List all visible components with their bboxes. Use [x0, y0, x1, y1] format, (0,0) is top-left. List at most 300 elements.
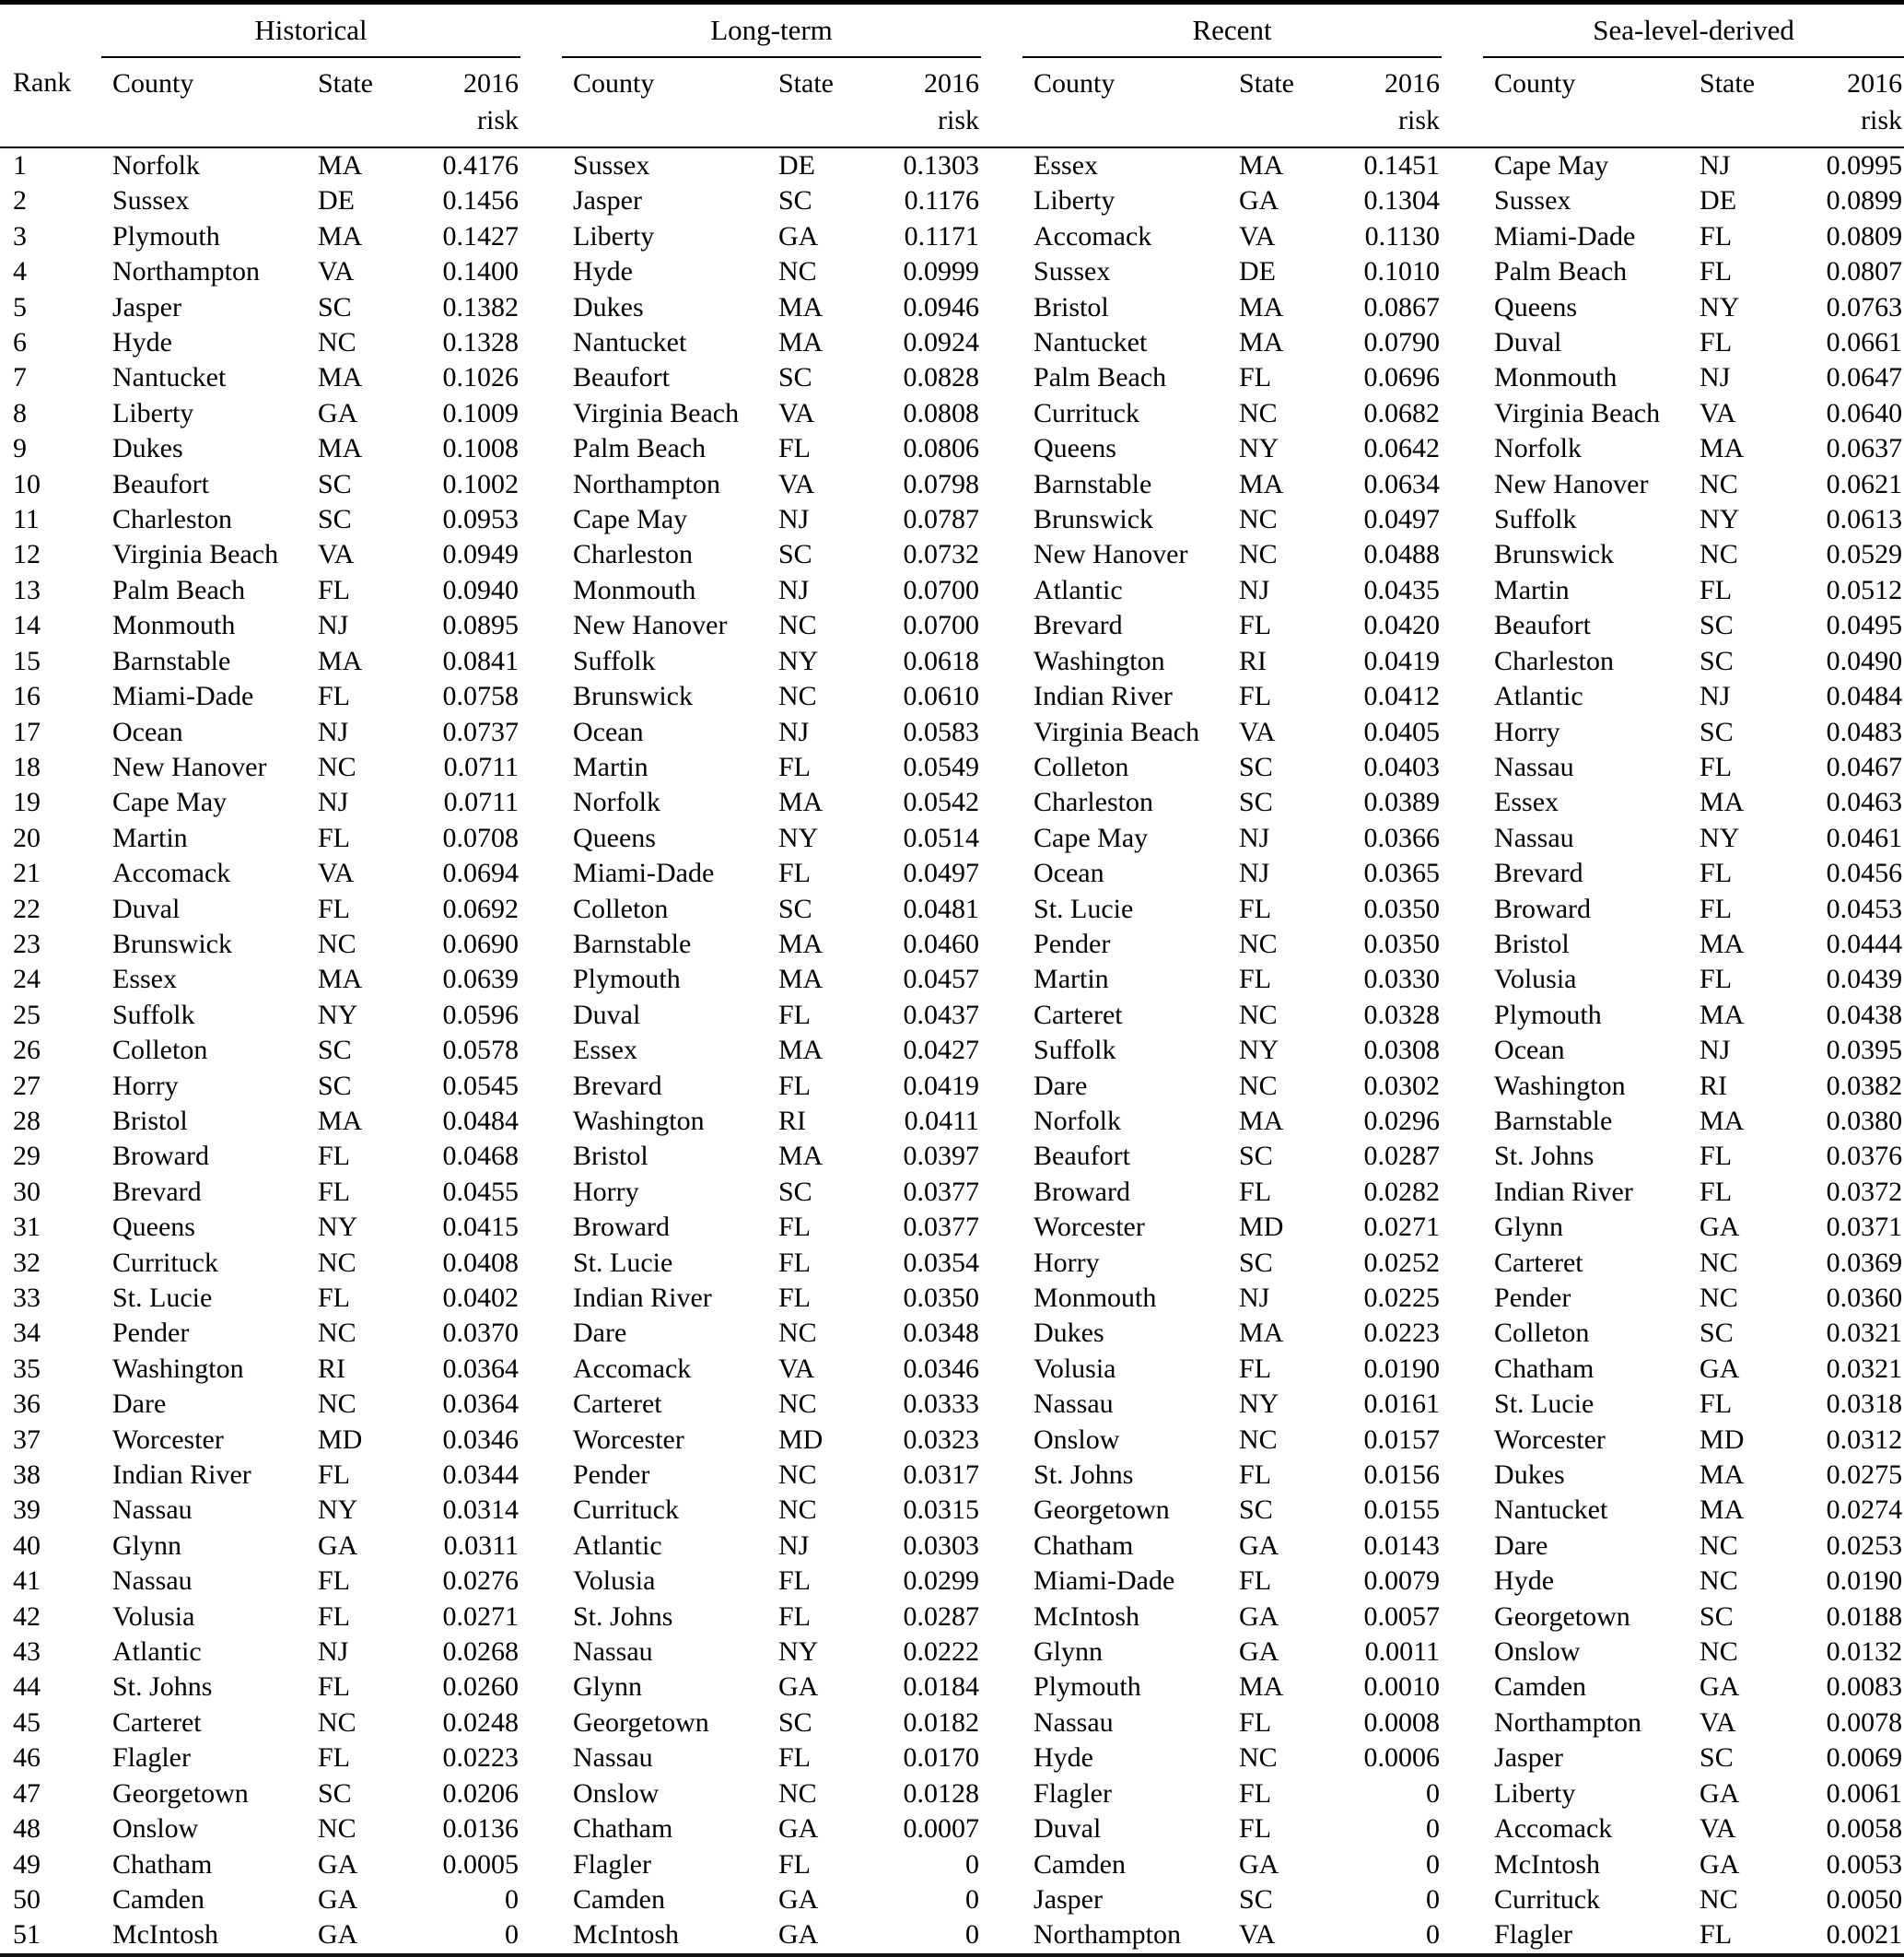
- column-spacer: [981, 1423, 1022, 1458]
- risk-cell: 0.0484: [1826, 681, 1903, 712]
- column-spacer: [981, 1882, 1022, 1917]
- column-spacer: [1442, 325, 1483, 360]
- risk-cell: 0.0308: [1363, 1035, 1441, 1066]
- state-cell: FL: [318, 1565, 351, 1597]
- state-cell: SC: [778, 362, 812, 393]
- state-cell: DE: [778, 150, 815, 181]
- county-cell: Indian River: [1034, 681, 1173, 712]
- county-cell: Flagler: [573, 1848, 651, 1880]
- column-spacer: [520, 431, 562, 466]
- state-cell: SC: [318, 1035, 352, 1066]
- state-cell: FL: [1700, 574, 1733, 605]
- column-spacer: [1442, 1423, 1483, 1458]
- state-cell: NC: [1239, 1742, 1278, 1774]
- state-cell: FL: [1700, 327, 1733, 358]
- county-cell: Essex: [1494, 787, 1559, 818]
- column-spacer: [981, 1458, 1022, 1493]
- state-cell: NC: [318, 1389, 356, 1420]
- rank-cell: 51: [0, 1917, 101, 1954]
- risk-cell: 0.0061: [1826, 1777, 1903, 1809]
- county-cell: Chatham: [112, 1848, 213, 1880]
- rank-cell: 3: [13, 220, 27, 252]
- table-row: [0, 608, 1904, 643]
- risk-cell: 0.0128: [903, 1777, 980, 1809]
- column-spacer: [520, 644, 562, 679]
- table-row: [0, 750, 1904, 785]
- column-spacer: [1442, 998, 1483, 1033]
- state-cell: MA: [778, 928, 824, 959]
- group-header-recent: Recent: [1022, 3, 1442, 58]
- column-spacer: [520, 998, 562, 1033]
- risk-cell: 0.0437: [903, 999, 980, 1030]
- risk-cell: 0.0647: [1826, 362, 1903, 393]
- state-cell: NY: [1700, 822, 1740, 853]
- risk-cell: 0.0468: [442, 1141, 519, 1172]
- county-cell: Sussex: [573, 150, 650, 181]
- state-cell: NC: [1239, 1424, 1278, 1455]
- state-cell: GA: [1700, 1671, 1740, 1703]
- state-cell: NJ: [318, 1636, 349, 1668]
- table-row: [0, 1387, 1904, 1422]
- column-spacer: [1442, 1493, 1483, 1528]
- risk-cell: 0.0389: [1363, 787, 1441, 818]
- column-spacer: [981, 537, 1022, 572]
- county-cell: Monmouth: [1494, 362, 1618, 393]
- state-cell: NC: [1700, 1883, 1738, 1915]
- risk-cell: 0.0182: [903, 1706, 980, 1738]
- risk-cell: 0.0420: [1363, 610, 1441, 641]
- state-cell: FL: [1239, 1176, 1272, 1207]
- column-spacer: [1442, 856, 1483, 891]
- county-cell: Barnstable: [1494, 1105, 1613, 1136]
- column-spacer: [520, 1600, 562, 1635]
- risk-cell: 0.0661: [1826, 327, 1903, 358]
- rank-cell: 6: [13, 327, 27, 358]
- state-cell: FL: [1700, 1389, 1733, 1420]
- column-spacer: [1442, 1069, 1483, 1104]
- column-spacer: [1442, 1139, 1483, 1174]
- group-header-historical: Historical: [101, 3, 520, 58]
- state-cell: FL: [1239, 893, 1272, 924]
- county-cell: Beaufort: [1494, 610, 1591, 641]
- county-cell: Hyde: [573, 256, 633, 287]
- risk-cell: 0.0642: [1363, 433, 1441, 464]
- state-cell: VA: [318, 858, 355, 889]
- risk-cell: 0.0613: [1826, 504, 1903, 535]
- risk-cell: 0.0143: [1363, 1529, 1441, 1561]
- rank-cell: 42: [13, 1600, 41, 1632]
- risk-cell: 0.0405: [1363, 716, 1441, 747]
- state-cell: GA: [778, 1671, 819, 1703]
- risk-cell: 0.0268: [442, 1636, 519, 1668]
- county-cell: St. Lucie: [573, 1247, 673, 1278]
- state-cell: SC: [318, 1777, 352, 1809]
- rank-cell: 26: [13, 1035, 41, 1066]
- risk-cell: 0.0365: [1363, 858, 1441, 889]
- state-cell: FL: [778, 1742, 812, 1774]
- column-spacer: [1442, 962, 1483, 997]
- county-cell: Broward: [112, 1141, 209, 1172]
- table-row: [0, 998, 1904, 1033]
- county-cell: Washington: [1494, 1070, 1626, 1101]
- risk-cell: 0.0427: [903, 1035, 980, 1066]
- county-cell: Currituck: [1494, 1883, 1601, 1915]
- state-cell: FL: [318, 681, 351, 712]
- risk-cell: 0.0457: [903, 964, 980, 995]
- column-spacer: [981, 785, 1022, 820]
- state-cell: VA: [1239, 716, 1276, 747]
- column-spacer: [981, 467, 1022, 502]
- state-cell: VA: [1239, 1917, 1331, 1954]
- risk-cell: 0.0311: [443, 1529, 519, 1561]
- risk-cell: 0.0412: [1363, 681, 1441, 712]
- county-cell: Palm Beach: [573, 433, 707, 464]
- column-spacer: [981, 290, 1022, 325]
- risk-cell: 0.1009: [442, 397, 519, 428]
- risk-cell: 0.0330: [1363, 964, 1441, 995]
- state-cell: GA: [1239, 185, 1279, 217]
- column-spacer: [981, 254, 1022, 289]
- column-spacer: [520, 147, 562, 183]
- risk-cell: 0.0021: [1792, 1917, 1904, 1954]
- risk-cell: 0: [870, 1917, 981, 1954]
- state-cell: NC: [1700, 1565, 1738, 1597]
- risk-cell: 0.0350: [1363, 893, 1441, 924]
- risk-cell: 0.0079: [1363, 1565, 1441, 1597]
- risk-cell: 0: [1426, 1883, 1441, 1915]
- risk-column-header: [870, 57, 981, 147]
- county-cell: Georgetown: [1034, 1494, 1170, 1526]
- table-row: [0, 679, 1904, 714]
- state-cell: SC: [778, 1176, 812, 1207]
- rank-cell: 7: [13, 362, 27, 393]
- county-cell: Monmouth: [1034, 1283, 1157, 1313]
- county-cell: Monmouth: [112, 610, 236, 641]
- county-cell: Jasper: [1494, 1742, 1564, 1774]
- risk-cell: 0: [965, 1848, 980, 1880]
- risk-cell: 0.0328: [1363, 999, 1441, 1030]
- county-cell: Camden: [112, 1883, 204, 1915]
- county-cell: Bristol: [573, 1141, 648, 1172]
- risk-cell: 0.0369: [1826, 1247, 1903, 1278]
- column-spacer: [520, 325, 562, 360]
- state-cell: NC: [1700, 1529, 1738, 1561]
- county-column-header: County: [1022, 57, 1239, 147]
- risk-cell: 0.0303: [903, 1529, 980, 1561]
- rank-cell: 37: [13, 1424, 41, 1455]
- table-row: [0, 1175, 1904, 1210]
- column-spacer: [1442, 750, 1483, 785]
- county-cell: Dukes: [1494, 1459, 1565, 1491]
- column-spacer: [981, 750, 1022, 785]
- risk-cell: 0.0006: [1363, 1742, 1441, 1774]
- county-cell: Nassau: [1034, 1706, 1114, 1738]
- county-cell: Horry: [573, 1176, 639, 1207]
- column-spacer: [981, 431, 1022, 466]
- risk-cell: 0: [965, 1883, 980, 1915]
- state-cell: MA: [778, 327, 824, 358]
- column-spacer: [1442, 644, 1483, 679]
- state-cell: FL: [1239, 681, 1272, 712]
- state-cell: FL: [778, 858, 812, 889]
- table-row: [0, 1493, 1904, 1528]
- table-row: [0, 1458, 1904, 1493]
- column-spacer: [520, 1493, 562, 1528]
- column-spacer: [520, 608, 562, 643]
- state-cell: GA: [778, 1813, 819, 1845]
- column-spacer: [520, 679, 562, 714]
- county-cell: Nantucket: [1034, 327, 1148, 358]
- risk-cell: 0.0497: [1363, 504, 1441, 535]
- state-cell: NC: [1700, 1283, 1738, 1313]
- rank-cell: 50: [13, 1883, 41, 1915]
- state-cell: NC: [1700, 1247, 1738, 1278]
- table-row: [0, 1423, 1904, 1458]
- rank-cell: 21: [13, 858, 41, 889]
- county-cell: Nassau: [1494, 751, 1574, 782]
- column-spacer: [981, 998, 1022, 1033]
- risk-cell: 0.0758: [442, 681, 519, 712]
- county-cell: Queens: [1034, 433, 1116, 464]
- risk-cell: 0.0317: [903, 1459, 980, 1491]
- table-row: [0, 821, 1904, 856]
- state-cell: SC: [1700, 1600, 1734, 1632]
- table-row: [0, 183, 1904, 218]
- risk-cell: 0.0481: [903, 893, 980, 924]
- rank-cell: 9: [13, 433, 27, 464]
- state-cell: MA: [1239, 1318, 1284, 1349]
- risk-cell: 0.0682: [1363, 397, 1441, 428]
- column-spacer: [520, 1069, 562, 1104]
- column-spacer: [520, 821, 562, 856]
- risk-cell: 0.0787: [903, 504, 980, 535]
- column-spacer: [520, 360, 562, 395]
- state-cell: FL: [1239, 1777, 1272, 1809]
- column-spacer: [520, 715, 562, 750]
- column-header-row: [0, 57, 1904, 147]
- state-cell: FL: [318, 1671, 351, 1703]
- risk-cell: 0.0206: [442, 1777, 519, 1809]
- table-row: [0, 1069, 1904, 1104]
- risk-cell: 0: [1426, 1777, 1441, 1809]
- county-cell: Nassau: [1034, 1389, 1114, 1420]
- risk-cell: 0.0370: [442, 1318, 519, 1349]
- county-column-header: County: [101, 57, 318, 147]
- risk-cell: 0.0078: [1826, 1706, 1903, 1738]
- column-spacer: [1442, 1316, 1483, 1351]
- risk-cell: 0.1427: [442, 220, 519, 252]
- column-spacer: [1442, 1740, 1483, 1775]
- risk-cell: 0.0156: [1363, 1459, 1441, 1491]
- column-spacer: [1442, 1635, 1483, 1670]
- risk-cell: 0.0415: [442, 1212, 519, 1243]
- county-cell: Northampton: [1022, 1917, 1239, 1954]
- table-row: [0, 927, 1904, 962]
- county-cell: St. Johns: [1494, 1141, 1594, 1172]
- county-cell: Brunswick: [112, 928, 232, 959]
- state-cell: FL: [318, 1600, 351, 1632]
- state-cell: VA: [1700, 397, 1736, 428]
- table-row: [0, 1740, 1904, 1775]
- state-cell: SC: [1239, 1494, 1273, 1526]
- state-cell: MA: [318, 964, 363, 995]
- rank-cell: 20: [13, 822, 41, 853]
- risk-cell: 0.0419: [1363, 645, 1441, 676]
- county-cell: Camden: [1034, 1848, 1126, 1880]
- risk-cell: 0.0694: [442, 858, 519, 889]
- table-row: [0, 1705, 1904, 1740]
- risk-cell: 0.0940: [442, 574, 519, 605]
- state-cell: NJ: [1239, 1283, 1270, 1313]
- rank-cell: 1: [13, 150, 27, 181]
- risk-cell: 0.0366: [1363, 822, 1441, 853]
- state-cell: FL: [318, 1459, 351, 1491]
- risk-cell: 0.0444: [1826, 928, 1903, 959]
- risk-cell: 0.0696: [1363, 362, 1441, 393]
- table-row: [0, 715, 1904, 750]
- county-cell: Suffolk: [112, 999, 195, 1030]
- county-cell: Bristol: [112, 1105, 188, 1136]
- county-cell: Colleton: [112, 1035, 208, 1066]
- county-cell: Colleton: [573, 893, 669, 924]
- state-cell: NY: [1700, 291, 1740, 322]
- risk-cell: 0: [410, 1917, 520, 1954]
- column-spacer: [520, 1882, 562, 1917]
- state-cell: GA: [778, 220, 819, 252]
- column-spacer: [1442, 290, 1483, 325]
- table-header: [0, 3, 1904, 148]
- column-spacer: [520, 219, 562, 254]
- county-cell: Dukes: [1034, 1318, 1104, 1349]
- column-spacer: [520, 1387, 562, 1422]
- county-cell: Suffolk: [573, 645, 656, 676]
- state-cell: GA: [318, 397, 358, 428]
- state-cell: GA: [1700, 1777, 1740, 1809]
- county-cell: Brunswick: [1034, 504, 1154, 535]
- risk-cell: 0.0157: [1363, 1424, 1441, 1455]
- county-cell: Onslow: [112, 1813, 199, 1845]
- county-cell: St. Lucie: [1034, 893, 1134, 924]
- state-cell: FL: [1239, 964, 1272, 995]
- column-spacer: [1442, 183, 1483, 218]
- state-cell: RI: [778, 1105, 806, 1136]
- table-row: [0, 254, 1904, 289]
- risk-cell: 0: [505, 1883, 519, 1915]
- risk-cell: 0.0161: [1363, 1389, 1441, 1420]
- county-cell: Pender: [573, 1459, 650, 1491]
- county-cell: Nantucket: [1494, 1494, 1608, 1526]
- state-cell: SC: [1700, 716, 1734, 747]
- county-cell: Charleston: [1034, 787, 1153, 818]
- state-cell: SC: [1700, 1742, 1734, 1774]
- state-cell: VA: [778, 397, 815, 428]
- risk-cell: 0.0350: [903, 1283, 980, 1313]
- risk-cell: 0.0380: [1826, 1105, 1903, 1136]
- county-cell: Atlantic: [573, 1529, 662, 1561]
- state-cell: MA: [1239, 291, 1284, 322]
- state-cell: FL: [318, 1742, 351, 1774]
- rank-cell: 4: [13, 256, 27, 287]
- state-cell: NC: [318, 1247, 356, 1278]
- county-cell: New Hanover: [112, 751, 267, 782]
- county-cell: Georgetown: [112, 1777, 249, 1809]
- rank-cell: 27: [13, 1070, 41, 1101]
- risk-cell: 0.0403: [1363, 751, 1441, 782]
- county-cell: Suffolk: [1494, 504, 1577, 535]
- state-cell: NC: [318, 1318, 356, 1349]
- county-cell: Currituck: [573, 1494, 679, 1526]
- state-cell: MD: [778, 1424, 824, 1455]
- state-cell: VA: [778, 468, 815, 499]
- county-cell: Hyde: [1034, 1742, 1093, 1774]
- risk-cell: 0.0287: [903, 1600, 980, 1632]
- column-spacer: [981, 644, 1022, 679]
- county-cell: Currituck: [1034, 397, 1139, 428]
- county-cell: Volusia: [1034, 1353, 1116, 1384]
- column-spacer: [1442, 360, 1483, 395]
- county-cell: Plymouth: [112, 220, 220, 252]
- risk-cell: 0.0402: [442, 1283, 519, 1313]
- county-cell: Ocean: [573, 716, 644, 747]
- county-cell: Colleton: [1494, 1318, 1590, 1349]
- column-spacer: [981, 396, 1022, 431]
- county-cell: Horry: [1034, 1247, 1100, 1278]
- state-cell: FL: [318, 574, 351, 605]
- county-cell: Pender: [112, 1318, 190, 1349]
- county-cell: Atlantic: [112, 1636, 202, 1668]
- state-cell: FL: [318, 893, 351, 924]
- risk-cell: 0.0639: [442, 964, 519, 995]
- risk-cell: 0.0372: [1826, 1176, 1903, 1207]
- state-cell: NJ: [778, 504, 810, 535]
- table-row: [0, 1776, 1904, 1811]
- risk-cell: 0.0809: [1826, 220, 1903, 252]
- state-cell: FL: [318, 1176, 351, 1207]
- county-cell: Liberty: [112, 397, 194, 428]
- county-cell: Miami-Dade: [573, 858, 715, 889]
- rank-cell: 49: [13, 1848, 41, 1880]
- table-row: [0, 1882, 1904, 1917]
- risk-cell: 0.0763: [1826, 291, 1903, 322]
- state-cell: GA: [1700, 1212, 1740, 1243]
- column-spacer: [1442, 1670, 1483, 1705]
- state-cell: MA: [778, 291, 824, 322]
- risk-cell: 0.0949: [442, 539, 519, 570]
- state-cell: GA: [1239, 1600, 1279, 1632]
- state-cell: FL: [778, 1212, 812, 1243]
- state-cell: MA: [778, 787, 824, 818]
- state-cell: GA: [318, 1529, 358, 1561]
- state-cell: MA: [318, 150, 363, 181]
- risk-cell: 0.0346: [903, 1353, 980, 1384]
- county-cell: Duval: [112, 893, 181, 924]
- rank-cell: 23: [13, 928, 41, 959]
- table-row: [0, 290, 1904, 325]
- county-cell: Indian River: [112, 1459, 251, 1491]
- column-spacer: [1442, 892, 1483, 927]
- risk-cell: 0.0828: [903, 362, 980, 393]
- risk-cell: 0.0007: [903, 1813, 980, 1845]
- state-cell: MA: [318, 362, 363, 393]
- state-cell: NC: [318, 1706, 356, 1738]
- state-cell: FL: [1700, 751, 1733, 782]
- county-cell: Plymouth: [1494, 999, 1602, 1030]
- risk-cell: 0.1002: [442, 468, 519, 499]
- column-spacer: [520, 1670, 562, 1705]
- state-cell: DE: [318, 185, 355, 217]
- risk-cell: 0.0276: [442, 1565, 519, 1597]
- county-cell: Camden: [573, 1883, 665, 1915]
